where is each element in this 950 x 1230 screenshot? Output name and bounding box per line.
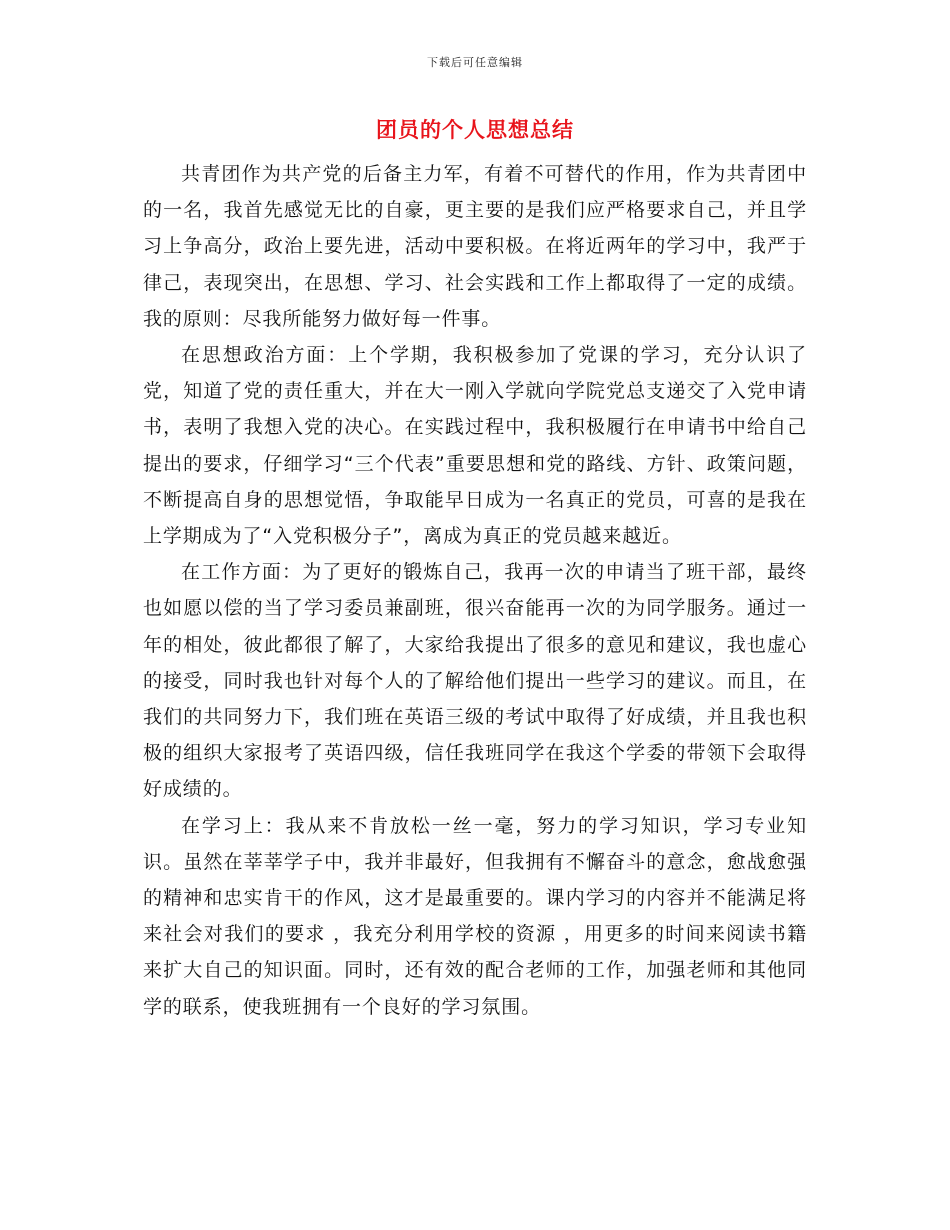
paragraph-intro: 共青团作为共产党的后备主力军，有着不可替代的作用，作为共青团中的一名，我首先感觉无比的自豪，更主要的是我们应严格要求自己，并且学习上争高分，政治上要先进，活动中要积极。在将近两年的学习中，我严于律己，表现突出，在思想、学习、社会实践和工作上都取得了一定的成绩。我的原则：尽我所能努力做好每一件事。 — [143, 163, 807, 330]
document-body — [143, 156, 807, 1025]
paragraph-study: 在学习上：我从来不肯放松一丝一毫，努力的学习知识，学习专业知识。虽然在莘莘学子中，我并非最好，但我拥有不懈奋斗的意念，愈战愈强的精神和忠实肯干的作风，这才是最重要的。课内学习的内容并不能满足将来社会对我们的要求 ，我充分利用学校的资源 ，用更多的时间来阅读书籍来扩大自己的知识面。同时，还有效的配合老师的工作，加强老师和其他同学的联系，使我班拥有一个良好的学习氛围。 — [143, 814, 807, 1018]
document-title: 团员的个人思想总结 — [376, 118, 574, 142]
header-note: 下载后可任意编辑 — [427, 56, 523, 69]
paragraph-work: 在工作方面：为了更好的锻炼自己，我再一次的申请当了班干部，最终也如愿以偿的当了学习委员兼副班，很兴奋能再一次的为同学服务。通过一年的相处，彼此都很了解了，大家给我提出了很多的意见和建议，我也虚心的接受，同时我也针对每个人的了解给他们提出一些学习的建议。而且，在我们的共同努力下，我们班在英语三级的考试中取得了好成绩，并且我也积极的组织大家报考了英语四级，信任我班同学在我这个学委的带领下会取得好成绩的。 — [143, 561, 807, 801]
paragraph-political: 在思想政治方面：上个学期，我积极参加了党课的学习，充分认识了党，知道了党的责任重大，并在大一刚入学就向学院党总支递交了入党申请书，表明了我想入党的决心。在实践过程中，我积极履行在申请书中给自己提出的要求，仔细学习“三个代表”重要思想和党的路线、方针、政策问题，不断提高自身的思想觉悟，争取能早日成为一名真正的党员，可喜的是我在上学期成为了“入党积极分子”，离成为真正的党员越来越近。 — [143, 344, 807, 548]
